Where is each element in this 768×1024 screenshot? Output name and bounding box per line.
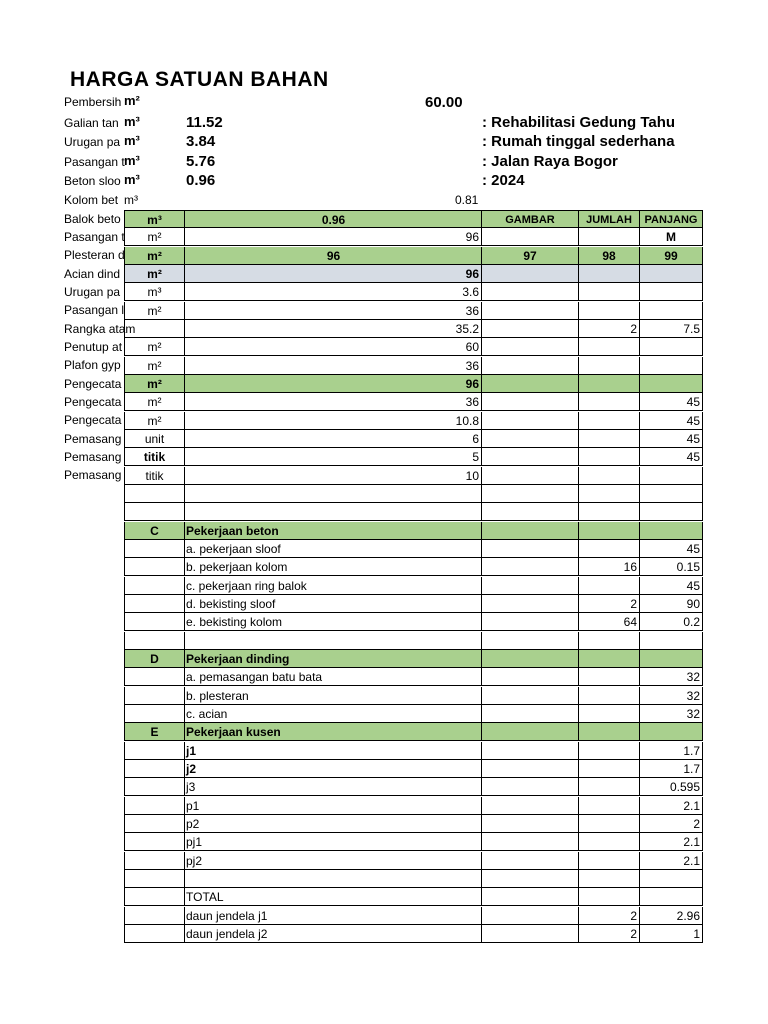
table-cell-e[interactable]: [640, 650, 703, 668]
table-cell-b[interactable]: 35.2: [185, 320, 482, 338]
table-cell-d[interactable]: 2: [579, 907, 640, 925]
item-value: 11.52: [186, 114, 223, 131]
table-cell-e[interactable]: [640, 723, 703, 741]
table-cell-d[interactable]: [579, 228, 640, 246]
side-label: Penutup at: [64, 340, 123, 354]
table-cell-e[interactable]: 2.96: [640, 907, 703, 925]
table-cell-b[interactable]: e. bekisting kolom: [185, 613, 482, 631]
table-cell-c[interactable]: [482, 338, 579, 356]
table-cell-b[interactable]: j2: [185, 760, 482, 778]
table-row: [124, 687, 704, 705]
table-cell-d[interactable]: [579, 760, 640, 778]
table-cell-b[interactable]: b. plesteran: [185, 687, 482, 705]
table-cell-b[interactable]: 96: [185, 228, 482, 246]
table-row: [124, 558, 704, 576]
table-cell-b[interactable]: [185, 632, 482, 650]
table-cell-c[interactable]: [482, 412, 579, 430]
table-cell-b[interactable]: pj2: [185, 852, 482, 870]
table-row: [124, 833, 704, 851]
table-cell-c[interactable]: [482, 357, 579, 375]
table-cell-e[interactable]: [640, 375, 703, 393]
table-cell-d[interactable]: [579, 302, 640, 320]
table-cell-a[interactable]: titik: [124, 448, 185, 466]
table-cell-d[interactable]: [579, 467, 640, 485]
side-label: Pasangan t: [64, 230, 125, 244]
table-cell-c[interactable]: [482, 613, 579, 631]
page-title: HARGA SATUAN BAHAN: [70, 68, 329, 91]
table-cell-a[interactable]: [124, 687, 185, 705]
table-cell-b[interactable]: a. pemasangan batu bata: [185, 668, 482, 686]
item-value: 0.81: [455, 193, 479, 207]
table-cell-b[interactable]: Pekerjaan dinding: [185, 650, 482, 668]
table-cell-b[interactable]: Pekerjaan beton: [185, 522, 482, 540]
table-cell-c[interactable]: [482, 522, 579, 540]
table-cell-b[interactable]: p2: [185, 815, 482, 833]
item-unit: m³: [124, 133, 140, 148]
table-cell-c[interactable]: [482, 485, 579, 503]
table-cell-d[interactable]: [579, 430, 640, 448]
table-cell-c[interactable]: [482, 650, 579, 668]
table-row: [124, 228, 704, 246]
table-cell-c[interactable]: [482, 778, 579, 796]
table-cell-d[interactable]: 16: [579, 558, 640, 576]
table-row: [124, 467, 704, 485]
item-value: 5.76: [186, 153, 216, 170]
table-cell-d[interactable]: 64: [579, 613, 640, 631]
table-row: [124, 650, 704, 668]
table-cell-a[interactable]: [124, 833, 185, 851]
table-cell-e[interactable]: 1.7: [640, 742, 703, 760]
table-cell-d[interactable]: [579, 852, 640, 870]
table-row: [124, 302, 704, 320]
table-cell-a[interactable]: [124, 632, 185, 650]
table-cell-a[interactable]: [124, 595, 185, 613]
table-cell-c[interactable]: [482, 595, 579, 613]
table-row: [124, 522, 704, 540]
table-cell-c[interactable]: [482, 448, 579, 466]
project-type: : Rumah tinggal sederhana: [482, 133, 675, 150]
table-row: [124, 595, 704, 613]
table-cell-c[interactable]: [482, 870, 579, 888]
table-cell-c[interactable]: [482, 815, 579, 833]
table-cell-b[interactable]: daun jendela j2: [185, 925, 482, 943]
item-value: 60.00: [425, 94, 463, 111]
side-label: Urugan pa: [64, 285, 121, 299]
table-cell-e[interactable]: [640, 888, 703, 906]
table-row: [124, 320, 704, 338]
table-cell-c[interactable]: [482, 907, 579, 925]
table-row: [124, 632, 704, 650]
table-row: [124, 375, 704, 393]
table-cell-e[interactable]: [640, 357, 703, 375]
table-cell-a[interactable]: [124, 540, 185, 558]
table-cell-a[interactable]: [124, 888, 185, 906]
table-cell-b[interactable]: 36: [185, 357, 482, 375]
table-cell-d[interactable]: [579, 650, 640, 668]
table-cell-c[interactable]: [482, 320, 579, 338]
table-cell-e[interactable]: 32: [640, 705, 703, 723]
table-cell-b[interactable]: daun jendela j1: [185, 907, 482, 925]
side-label: Acian dind: [64, 267, 121, 281]
table-row: [124, 668, 704, 686]
table-cell-e[interactable]: M: [640, 228, 703, 246]
table-cell-a[interactable]: unit: [124, 430, 185, 448]
table-row: [124, 577, 704, 595]
item-label: Galian tan: [64, 116, 119, 130]
table-cell-a[interactable]: [124, 485, 185, 503]
table-cell-d[interactable]: [579, 338, 640, 356]
table-cell-c[interactable]: [482, 833, 579, 851]
table-cell-e[interactable]: 0.595: [640, 778, 703, 796]
table-row: [124, 723, 704, 741]
table-cell-e[interactable]: [640, 503, 703, 521]
table-cell-e[interactable]: 2.1: [640, 797, 703, 815]
table-cell-d[interactable]: [579, 485, 640, 503]
table-cell-b[interactable]: b. pekerjaan kolom: [185, 558, 482, 576]
table-row: [124, 852, 704, 870]
table-cell-a[interactable]: m²: [124, 265, 185, 283]
table-cell-a[interactable]: m²: [124, 302, 185, 320]
table-row: [124, 412, 704, 430]
table-row: [124, 485, 704, 503]
table-cell-c[interactable]: [482, 888, 579, 906]
table-cell-b[interactable]: 36: [185, 393, 482, 411]
table-cell-a[interactable]: [124, 613, 185, 631]
table-cell-c[interactable]: [482, 283, 579, 301]
table-cell-c[interactable]: 97: [482, 247, 579, 265]
table-cell-c[interactable]: [482, 558, 579, 576]
table-cell-a[interactable]: m³: [124, 210, 185, 228]
item-label: Urugan pa: [64, 135, 121, 149]
table-row: [124, 247, 704, 265]
table-cell-e[interactable]: [640, 870, 703, 888]
table-cell-c[interactable]: [482, 228, 579, 246]
table-row: [124, 393, 704, 411]
table-cell-a[interactable]: [124, 742, 185, 760]
table-cell-e[interactable]: [640, 485, 703, 503]
table-cell-a[interactable]: C: [124, 522, 185, 540]
side-label: Balok beto: [64, 212, 121, 226]
table-cell-d[interactable]: [579, 283, 640, 301]
table-cell-b[interactable]: j1: [185, 742, 482, 760]
table-cell-a[interactable]: [124, 870, 185, 888]
table-cell-c[interactable]: [482, 852, 579, 870]
table-cell-d[interactable]: [579, 870, 640, 888]
table-cell-d[interactable]: [579, 375, 640, 393]
item-unit: m³: [124, 114, 140, 129]
table-cell-a[interactable]: [124, 705, 185, 723]
table-cell-a[interactable]: m²: [124, 375, 185, 393]
table-cell-d[interactable]: [579, 687, 640, 705]
table-cell-b[interactable]: p1: [185, 797, 482, 815]
table-row: [124, 430, 704, 448]
table-row: [124, 870, 704, 888]
table-cell-e[interactable]: PANJANG: [640, 210, 703, 228]
table-cell-b[interactable]: 10: [185, 467, 482, 485]
table-cell-b[interactable]: 36: [185, 302, 482, 320]
table-row: [124, 540, 704, 558]
table-cell-c[interactable]: [482, 797, 579, 815]
table-cell-d[interactable]: [579, 778, 640, 796]
table-cell-d[interactable]: 2: [579, 595, 640, 613]
table-cell-a[interactable]: [124, 925, 185, 943]
table-row: [124, 907, 704, 925]
table-cell-d[interactable]: [579, 632, 640, 650]
table-row: [124, 705, 704, 723]
table-cell-e[interactable]: 45: [640, 540, 703, 558]
table-cell-b[interactable]: 10.8: [185, 412, 482, 430]
side-label: Pengecata: [64, 395, 122, 409]
table-cell-b[interactable]: j3: [185, 778, 482, 796]
table-cell-e[interactable]: 0.15: [640, 558, 703, 576]
table-cell-d[interactable]: [579, 723, 640, 741]
table-cell-c[interactable]: [482, 265, 579, 283]
item-label: Pembersih: [64, 95, 122, 109]
table-row: [124, 797, 704, 815]
table-cell-d[interactable]: [579, 412, 640, 430]
side-label: Pengecata: [64, 377, 122, 391]
table-cell-e[interactable]: 0.2: [640, 613, 703, 631]
table-cell-c[interactable]: [482, 632, 579, 650]
project-location: : Jalan Raya Bogor: [482, 153, 618, 170]
table-cell-a[interactable]: m²: [124, 357, 185, 375]
table-cell-c[interactable]: [482, 375, 579, 393]
table-cell-e[interactable]: [640, 265, 703, 283]
table-cell-a[interactable]: [124, 815, 185, 833]
table-row: [124, 338, 704, 356]
table-cell-a[interactable]: m²: [124, 393, 185, 411]
table-cell-e[interactable]: [640, 302, 703, 320]
table-cell-d[interactable]: [579, 742, 640, 760]
table-cell-e[interactable]: 1: [640, 925, 703, 943]
table-cell-b[interactable]: c. acian: [185, 705, 482, 723]
table-cell-a[interactable]: [124, 778, 185, 796]
table-cell-c[interactable]: [482, 760, 579, 778]
table-cell-a[interactable]: [124, 760, 185, 778]
table-cell-a[interactable]: [124, 797, 185, 815]
table-cell-b[interactable]: [185, 870, 482, 888]
item-unit: m³: [124, 172, 140, 187]
table-cell-a[interactable]: [124, 852, 185, 870]
table-cell-b[interactable]: 96: [185, 247, 482, 265]
table-cell-c[interactable]: [482, 393, 579, 411]
table-cell-c[interactable]: [482, 742, 579, 760]
table-cell-d[interactable]: [579, 540, 640, 558]
table-row: [124, 742, 704, 760]
item-label: Beton sloo: [64, 174, 121, 188]
table-cell-b[interactable]: 96: [185, 265, 482, 283]
table-cell-d[interactable]: [579, 393, 640, 411]
table-cell-b[interactable]: 0.96: [185, 210, 482, 228]
table-cell-d[interactable]: [579, 265, 640, 283]
table-cell-d[interactable]: [579, 797, 640, 815]
table-cell-e[interactable]: 2.1: [640, 833, 703, 851]
table-cell-b[interactable]: 96: [185, 375, 482, 393]
table-cell-d[interactable]: [579, 522, 640, 540]
side-label: Plafon gyp: [64, 358, 121, 372]
table-cell-e[interactable]: 1.7: [640, 760, 703, 778]
table-cell-d[interactable]: JUMLAH: [579, 210, 640, 228]
table-cell-a[interactable]: [124, 577, 185, 595]
table-cell-a[interactable]: [124, 503, 185, 521]
item-label: Kolom bet: [64, 193, 119, 207]
table-row: [124, 503, 704, 521]
table-cell-b[interactable]: [185, 503, 482, 521]
table-cell-c[interactable]: [482, 503, 579, 521]
table-cell-a[interactable]: D: [124, 650, 185, 668]
table-cell-c[interactable]: [482, 577, 579, 595]
table-cell-e[interactable]: 32: [640, 687, 703, 705]
table-cell-b[interactable]: Pekerjaan kusen: [185, 723, 482, 741]
table-cell-e[interactable]: 45: [640, 412, 703, 430]
table-cell-e[interactable]: 45: [640, 448, 703, 466]
side-label: Rangka atam: [64, 322, 136, 336]
table-row: [124, 283, 704, 301]
table-cell-e[interactable]: [640, 283, 703, 301]
table-row: [124, 778, 704, 796]
table-cell-b[interactable]: 5: [185, 448, 482, 466]
side-label: Plesteran d: [64, 248, 125, 262]
table-cell-d[interactable]: [579, 577, 640, 595]
table-cell-c[interactable]: [482, 467, 579, 485]
table-cell-b[interactable]: [185, 485, 482, 503]
side-label: Pengecata: [64, 413, 122, 427]
table-cell-a[interactable]: m³: [124, 283, 185, 301]
table-cell-d[interactable]: 2: [579, 320, 640, 338]
table-cell-e[interactable]: 99: [640, 247, 703, 265]
table-row: [124, 448, 704, 466]
table-row: [124, 888, 704, 906]
table-cell-c[interactable]: [482, 302, 579, 320]
table-cell-e[interactable]: 45: [640, 393, 703, 411]
table-cell-b[interactable]: c. pekerjaan ring balok: [185, 577, 482, 595]
table-row: [124, 265, 704, 283]
table-cell-e[interactable]: [640, 467, 703, 485]
table-cell-b[interactable]: 3.6: [185, 283, 482, 301]
side-label: Pemasang: [64, 450, 122, 464]
table-cell-e[interactable]: [640, 632, 703, 650]
table-cell-a[interactable]: m²: [124, 338, 185, 356]
table-cell-d[interactable]: [579, 888, 640, 906]
table-cell-a[interactable]: m²: [124, 228, 185, 246]
table-cell-e[interactable]: 32: [640, 668, 703, 686]
table-cell-b[interactable]: TOTAL: [185, 888, 482, 906]
project-name: : Rehabilitasi Gedung Tahu: [482, 114, 676, 131]
table-cell-d[interactable]: [579, 705, 640, 723]
table-cell-e[interactable]: [640, 522, 703, 540]
table-cell-d[interactable]: [579, 503, 640, 521]
table-cell-d[interactable]: [579, 357, 640, 375]
table-cell-a[interactable]: titik: [124, 467, 185, 485]
table-cell-e[interactable]: 2: [640, 815, 703, 833]
table-cell-a[interactable]: [124, 558, 185, 576]
table-cell-d[interactable]: [579, 815, 640, 833]
table-cell-d[interactable]: 98: [579, 247, 640, 265]
item-value: 3.84: [186, 133, 216, 150]
table-cell-c[interactable]: [482, 705, 579, 723]
table-cell-d[interactable]: [579, 833, 640, 851]
table-cell-d[interactable]: [579, 448, 640, 466]
table-row: [124, 925, 704, 943]
table-row: [124, 613, 704, 631]
table-row: [124, 210, 704, 228]
table-cell-b[interactable]: a. pekerjaan sloof: [185, 540, 482, 558]
item-unit: m³: [124, 193, 138, 207]
table-cell-c[interactable]: [482, 430, 579, 448]
side-label: Pasangan l: [64, 303, 125, 317]
item-unit: m³: [124, 153, 140, 168]
table-cell-b[interactable]: 6: [185, 430, 482, 448]
table-cell-d[interactable]: 2: [579, 925, 640, 943]
table-cell-e[interactable]: 45: [640, 430, 703, 448]
side-label: Pemasang: [64, 432, 122, 446]
table-cell-a[interactable]: m²: [124, 247, 185, 265]
table-cell-e[interactable]: 45: [640, 577, 703, 595]
table-cell-a[interactable]: m²: [124, 412, 185, 430]
item-label: Pasangan t: [64, 155, 125, 169]
table-cell-e[interactable]: 2.1: [640, 852, 703, 870]
table-cell-b[interactable]: d. bekisting sloof: [185, 595, 482, 613]
table-row: [124, 760, 704, 778]
table-cell-a[interactable]: [124, 907, 185, 925]
table-row: [124, 815, 704, 833]
table-cell-e[interactable]: 90: [640, 595, 703, 613]
table-row: [124, 357, 704, 375]
table-cell-a[interactable]: E: [124, 723, 185, 741]
table-cell-c[interactable]: [482, 687, 579, 705]
project-year: : 2024: [482, 172, 525, 189]
table-cell-d[interactable]: [579, 668, 640, 686]
side-label: Pemasang: [64, 468, 122, 482]
table-cell-c[interactable]: GAMBAR: [482, 210, 579, 228]
table-cell-e[interactable]: [640, 338, 703, 356]
table-cell-c[interactable]: [482, 925, 579, 943]
table-cell-c[interactable]: [482, 723, 579, 741]
table-cell-b[interactable]: pj1: [185, 833, 482, 851]
item-unit: m²: [124, 93, 140, 108]
table-cell-c[interactable]: [482, 540, 579, 558]
table-cell-c[interactable]: [482, 668, 579, 686]
table-cell-e[interactable]: 7.5: [640, 320, 703, 338]
item-value: 0.96: [186, 172, 216, 189]
table-cell-b[interactable]: 60: [185, 338, 482, 356]
table-cell-a[interactable]: [124, 668, 185, 686]
